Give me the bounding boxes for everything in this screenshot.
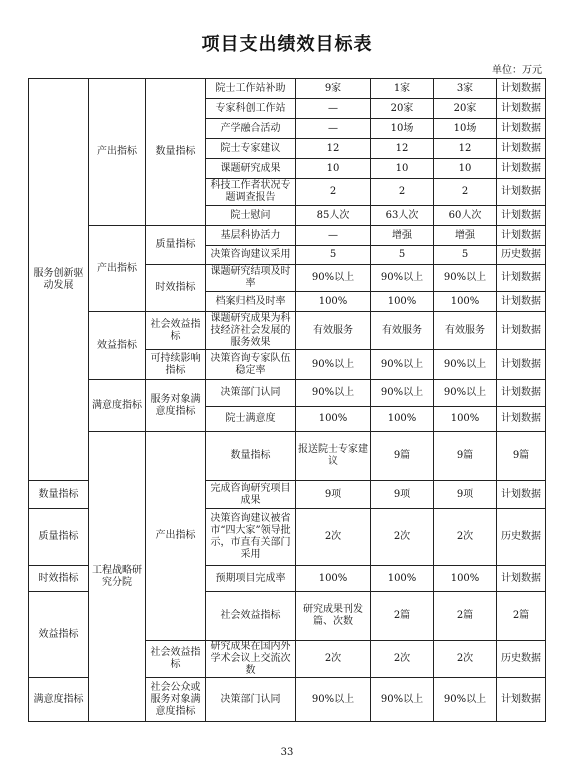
table-cell: 1家 <box>371 79 434 99</box>
table-cell: 研究成果在国内外学术会议上交流次数 <box>206 641 296 678</box>
table-cell: 20家 <box>434 99 497 119</box>
table-cell: 时效指标 <box>146 265 206 312</box>
table-cell: 历史数据 <box>497 246 546 265</box>
table-cell: 产出指标 <box>89 79 146 226</box>
table-cell: 决策咨询专家队伍稳定率 <box>206 350 296 380</box>
table-cell: 计划数据 <box>497 312 546 350</box>
table-cell: 计划数据 <box>497 206 546 226</box>
table-cell: 90%以上 <box>434 380 497 407</box>
table-cell: 9家 <box>296 79 371 99</box>
table-cell: 10 <box>371 159 434 179</box>
table-cell: 计划数据 <box>497 179 546 206</box>
table-cell: 计划数据 <box>497 159 546 179</box>
table-cell: 预期项目完成率 <box>206 566 296 592</box>
table-cell: 满意度指标 <box>29 678 89 722</box>
table-cell: 100% <box>434 566 497 592</box>
table-cell: 院士专家建议 <box>206 139 296 159</box>
table-row <box>29 432 546 481</box>
table-cell: 服务创新驱动发展 <box>29 79 89 481</box>
table-cell: 90%以上 <box>296 350 371 380</box>
table-cell: 完成咨询研究项目成果 <box>206 481 296 509</box>
page-title: 项目支出绩效目标表 <box>201 34 373 55</box>
table-cell: 效益指标 <box>29 592 89 678</box>
table-cell: 院士慰问 <box>206 206 296 226</box>
table-cell: 计划数据 <box>497 119 546 139</box>
table-cell: 计划数据 <box>497 99 546 119</box>
table-cell: 100% <box>371 566 434 592</box>
table-cell: 10 <box>296 159 371 179</box>
table-cell: 产出指标 <box>146 432 206 641</box>
table-cell: 增强 <box>371 226 434 246</box>
table-cell: 2 <box>296 179 371 206</box>
table-cell: 历史数据 <box>497 509 546 566</box>
table-cell: 有效服务 <box>434 312 497 350</box>
table-cell: 效益指标 <box>89 312 146 380</box>
table-cell: 100% <box>296 292 371 312</box>
table-row <box>29 226 546 246</box>
table-cell: 社会效益指标 <box>146 312 206 350</box>
table-cell: 基层科协活力 <box>206 226 296 246</box>
table-cell: 课题研究结项及时率 <box>206 265 296 292</box>
table-cell: 9篇 <box>371 432 434 481</box>
table-cell: 数量指标 <box>29 481 89 509</box>
table-cell: 计划数据 <box>497 566 546 592</box>
table-cell: 100% <box>434 407 497 432</box>
table-cell: 可持续影响指标 <box>146 350 206 380</box>
table-cell: 质量指标 <box>29 509 89 566</box>
table-cell: 100% <box>296 407 371 432</box>
table-cell: 10场 <box>371 119 434 139</box>
table-cell: 2次 <box>434 509 497 566</box>
table-cell: 2篇 <box>497 592 546 641</box>
table-cell: 5 <box>434 246 497 265</box>
table-cell: — <box>296 99 371 119</box>
table-cell: 数量指标 <box>206 432 296 481</box>
table-cell: 10场 <box>434 119 497 139</box>
table-cell: 决策部门认同 <box>206 380 296 407</box>
table-cell: 12 <box>371 139 434 159</box>
table-cell: 计划数据 <box>497 380 546 407</box>
table-cell: 100% <box>296 566 371 592</box>
table-cell: 2次 <box>296 641 371 678</box>
table-cell: 2次 <box>371 641 434 678</box>
table-cell: 63人次 <box>371 206 434 226</box>
table-cell: 12 <box>296 139 371 159</box>
table-cell: 社会效益指标 <box>206 592 296 641</box>
table-cell: 计划数据 <box>497 226 546 246</box>
table-cell: 计划数据 <box>497 350 546 380</box>
table-cell: 9篇 <box>434 432 497 481</box>
table-cell: 90%以上 <box>434 678 497 722</box>
table-cell: 社会公众或服务对象满意度指标 <box>146 678 206 722</box>
table-cell: 90%以上 <box>434 350 497 380</box>
table-cell: 计划数据 <box>497 139 546 159</box>
table-cell: 决策咨询建议采用 <box>206 246 296 265</box>
table-cell: 计划数据 <box>497 292 546 312</box>
table-cell: 有效服务 <box>371 312 434 350</box>
table-cell: 90%以上 <box>296 380 371 407</box>
table-cell: 产出指标 <box>89 226 146 312</box>
table-cell: 时效指标 <box>29 566 89 592</box>
table-cell: 研究成果刊发篇、次数 <box>296 592 371 641</box>
table-cell: 计划数据 <box>497 481 546 509</box>
table-cell: 90%以上 <box>371 265 434 292</box>
table-cell: 3家 <box>434 79 497 99</box>
table-cell: 100% <box>434 292 497 312</box>
table-cell: 计划数据 <box>497 678 546 722</box>
table-cell: 决策咨询建议被省市“四大家”领导批示，市直有关部门采用 <box>206 509 296 566</box>
table-cell: 9篇 <box>497 432 546 481</box>
table-cell: 85人次 <box>296 206 371 226</box>
table-cell: 2 <box>371 179 434 206</box>
table-cell: 60人次 <box>434 206 497 226</box>
table-cell: 90%以上 <box>296 678 371 722</box>
table-cell: 12 <box>434 139 497 159</box>
table-cell: 2 <box>434 179 497 206</box>
table-cell: 服务对象满意度指标 <box>146 380 206 432</box>
table-cell: 100% <box>371 407 434 432</box>
table-cell: 专家科创工作站 <box>206 99 296 119</box>
table-cell: 院士满意度 <box>206 407 296 432</box>
table-cell: 90%以上 <box>371 380 434 407</box>
table-cell: 报送院士专家建议 <box>296 432 371 481</box>
table-cell: 5 <box>371 246 434 265</box>
table-cell: 9项 <box>296 481 371 509</box>
table-cell: 9项 <box>371 481 434 509</box>
table-cell: 20家 <box>371 99 434 119</box>
table-cell: 2次 <box>296 509 371 566</box>
table-cell: 90%以上 <box>371 678 434 722</box>
table-row <box>29 79 546 99</box>
table-cell: 5 <box>296 246 371 265</box>
table-cell: 9项 <box>434 481 497 509</box>
table-cell: 科技工作者状况专题调查报告 <box>206 179 296 206</box>
table-cell: 2次 <box>434 641 497 678</box>
table-cell: 计划数据 <box>497 407 546 432</box>
table-cell: 工程战略研究分院 <box>89 432 146 722</box>
table-row <box>29 312 546 350</box>
page-number: 33 <box>280 747 294 758</box>
table-cell: 计划数据 <box>497 79 546 99</box>
table-cell: 增强 <box>434 226 497 246</box>
table-cell: 院士工作站补助 <box>206 79 296 99</box>
table-cell: 90%以上 <box>371 350 434 380</box>
table-cell: 决策部门认同 <box>206 678 296 722</box>
table-cell: 2篇 <box>371 592 434 641</box>
table-cell: 10 <box>434 159 497 179</box>
table-cell: 90%以上 <box>296 265 371 292</box>
unit-label: 单位：万元 <box>492 65 542 76</box>
table-cell: 档案归档及时率 <box>206 292 296 312</box>
table-cell: 2篇 <box>434 592 497 641</box>
table-cell: 质量指标 <box>146 226 206 265</box>
performance-target-table <box>28 78 546 722</box>
table-cell: — <box>296 119 371 139</box>
table-cell: 2次 <box>371 509 434 566</box>
table-cell: 满意度指标 <box>89 380 146 432</box>
table-cell: 历史数据 <box>497 641 546 678</box>
table-cell: 课题研究成果 <box>206 159 296 179</box>
table-cell: 计划数据 <box>497 265 546 292</box>
table-cell: — <box>296 226 371 246</box>
table-cell: 社会效益指标 <box>146 641 206 678</box>
table-row <box>29 380 546 407</box>
table-cell: 课题研究成果为科技经济社会发展的服务效果 <box>206 312 296 350</box>
table-cell: 产学融合活动 <box>206 119 296 139</box>
table-cell: 90%以上 <box>434 265 497 292</box>
table-cell: 数量指标 <box>146 79 206 226</box>
table-cell: 有效服务 <box>296 312 371 350</box>
table-cell: 100% <box>371 292 434 312</box>
